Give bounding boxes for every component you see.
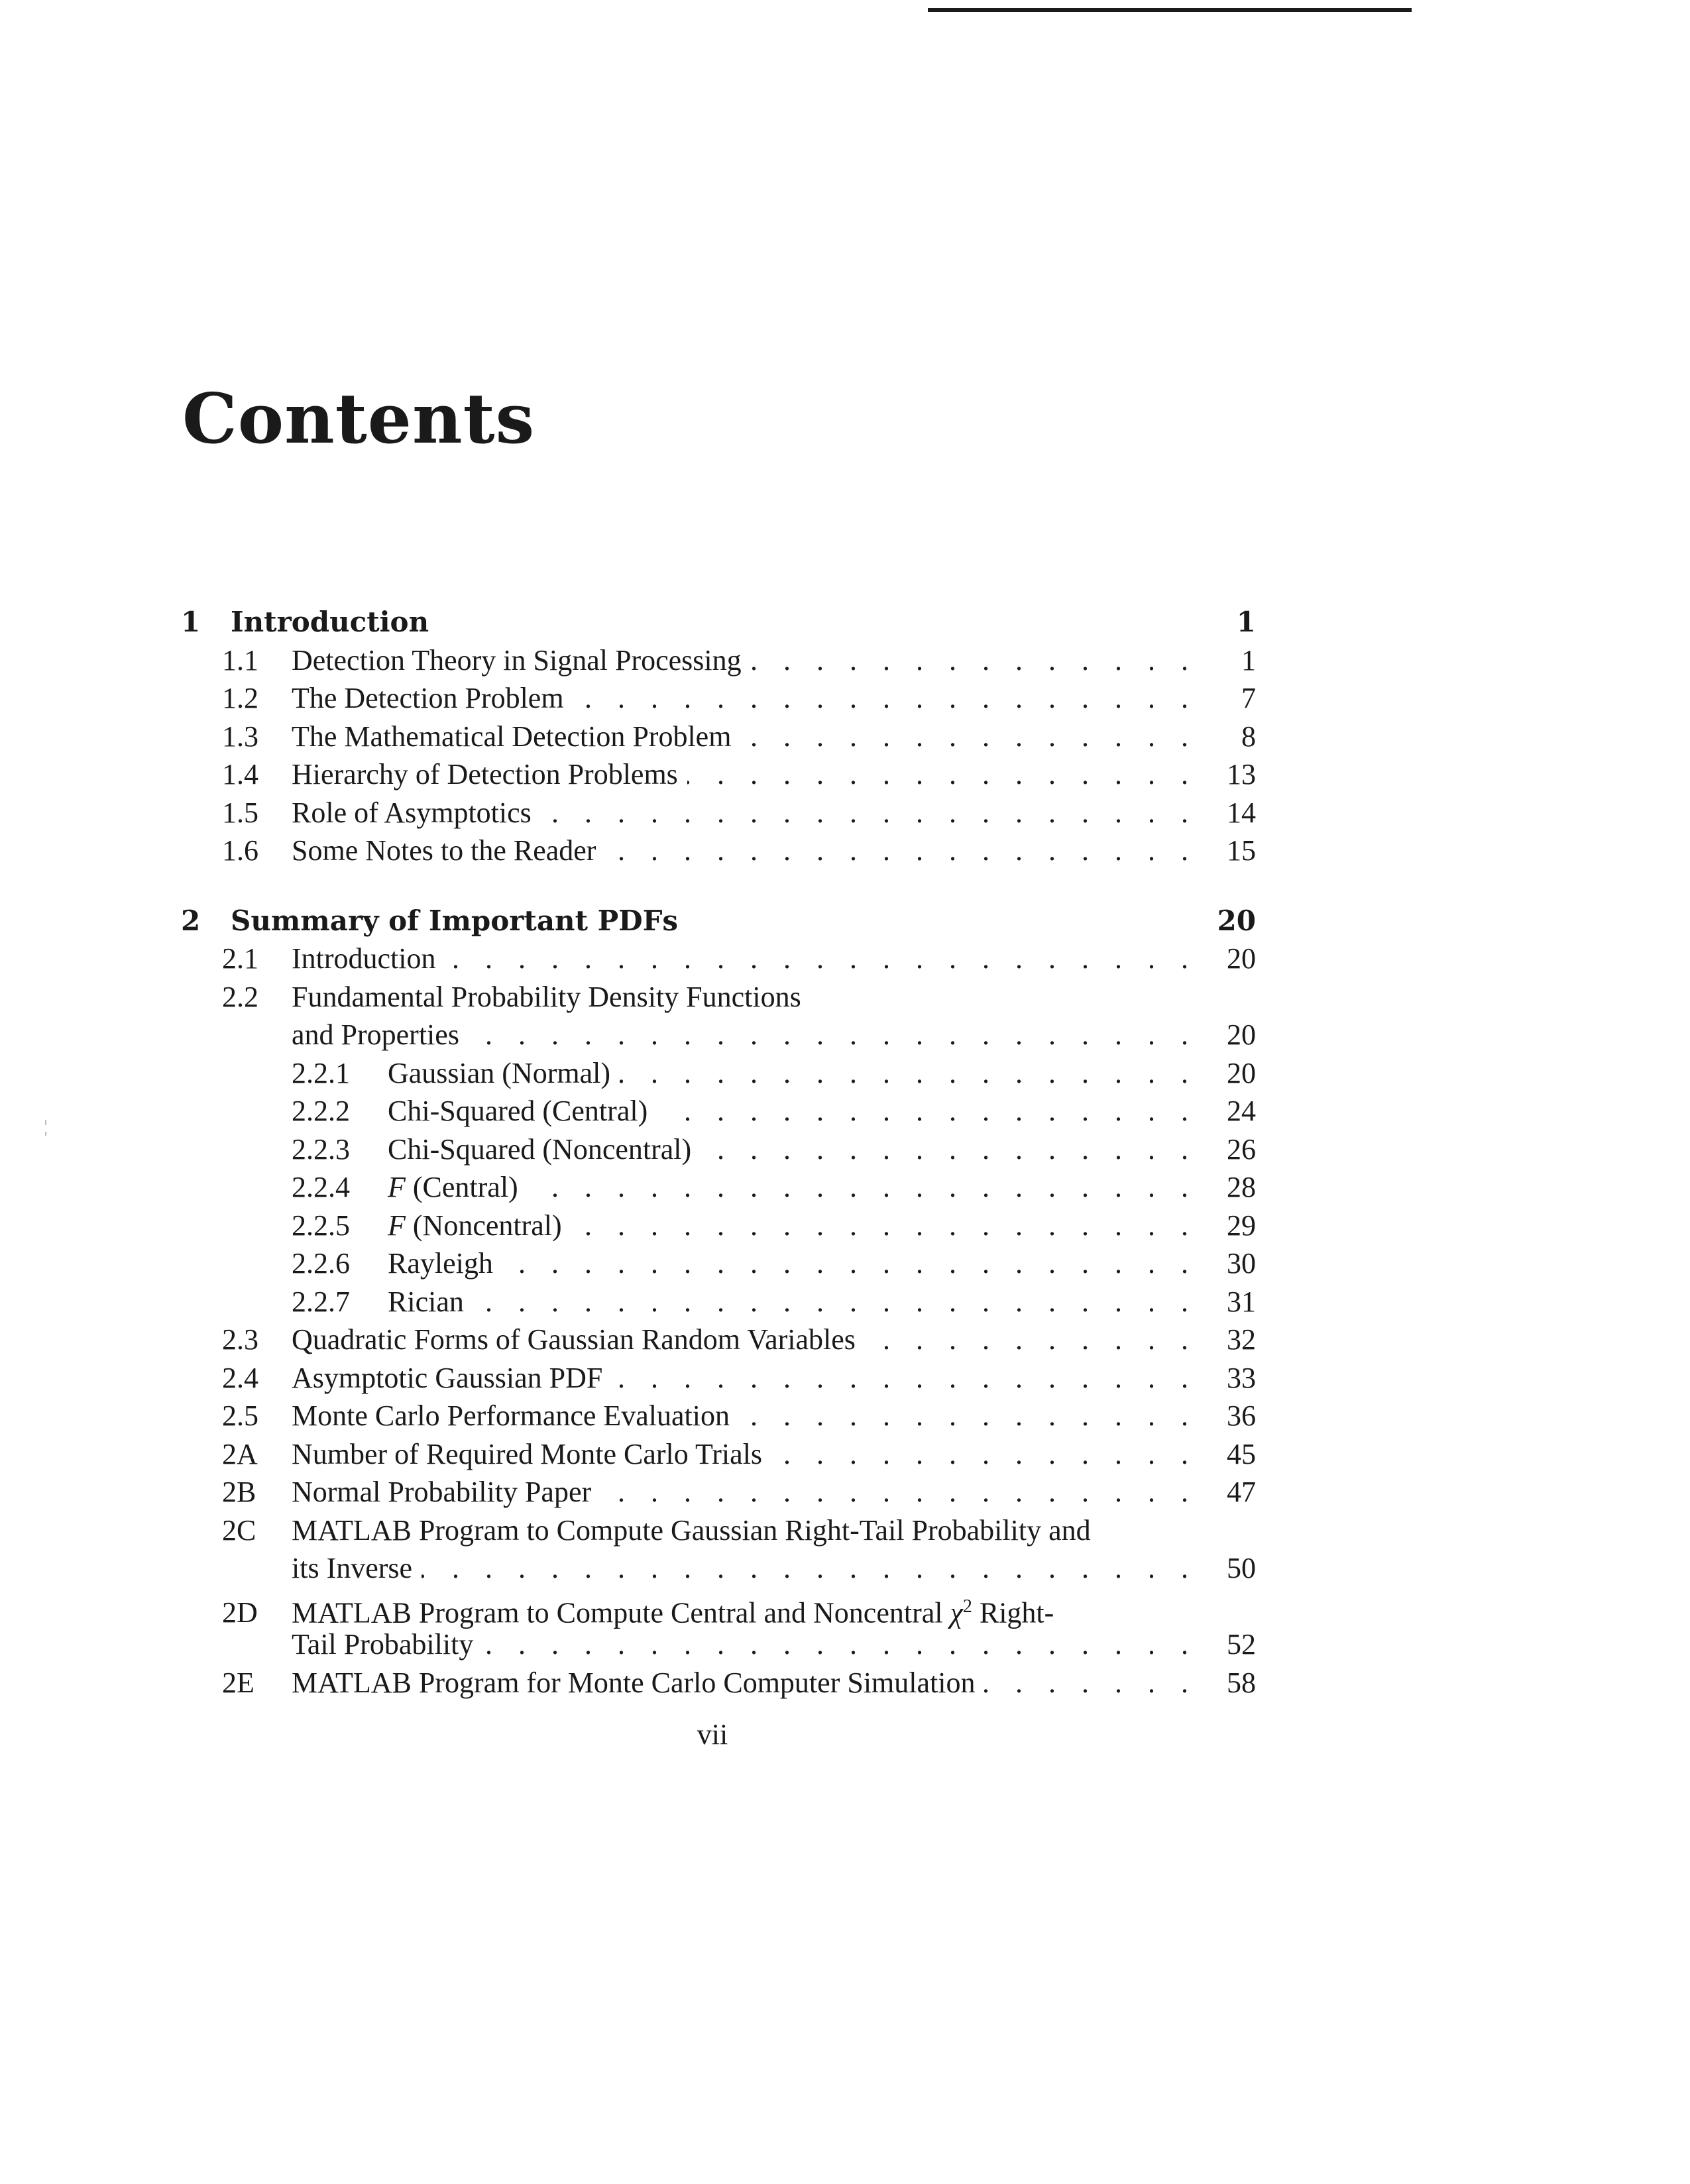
subsection-page: 29 <box>1227 1209 1256 1242</box>
section-title-line1: MATLAB Program to Compute Gaussian Right-Tail Probability and <box>292 1513 1091 1547</box>
toc-section-2-2-continued[interactable] <box>176 1016 1256 1054</box>
section-title: Number of Required Monte Carlo Trials <box>292 1437 763 1470</box>
subsection-title <box>388 1207 571 1245</box>
toc-appendix-2d-continued[interactable] <box>176 1625 1256 1664</box>
chapter-number: 2 <box>181 904 201 937</box>
section-number: 2.1 <box>222 942 258 975</box>
section-page: 20 <box>1227 942 1256 975</box>
math-symbol: F <box>388 1209 406 1242</box>
section-page: 7 <box>1241 682 1256 714</box>
section-title: Detection Theory in Signal Processing <box>292 643 742 677</box>
section-title: Monte Carlo Performance Evaluation <box>292 1399 730 1432</box>
toc-appendix-2c-continued[interactable] <box>176 1549 1256 1588</box>
dot-leader <box>445 940 1198 978</box>
dot-leader <box>612 1359 1198 1397</box>
dot-leader <box>422 1549 1198 1588</box>
chi-symbol: χ <box>950 1596 963 1629</box>
title-part-b: Right- <box>979 1596 1054 1629</box>
subsection-page: 30 <box>1227 1247 1256 1280</box>
dot-leader <box>600 1473 1198 1511</box>
section-page: 45 <box>1227 1437 1256 1470</box>
chapter-page: 20 <box>1217 904 1256 937</box>
section-number: 2.5 <box>222 1399 258 1432</box>
toc-section-2-1[interactable] <box>176 940 1256 978</box>
chapter-title: Introduction <box>231 606 429 638</box>
section-number: 2A <box>222 1437 258 1470</box>
section-title: The Mathematical Detection Problem <box>292 720 732 753</box>
toc-appendix-2b[interactable] <box>176 1473 1256 1511</box>
toc-subsection-2-2-6[interactable] <box>176 1244 1256 1283</box>
toc-section-1-2[interactable] <box>176 679 1256 718</box>
dot-leader <box>541 794 1198 832</box>
section-page: 33 <box>1227 1361 1256 1394</box>
section-number: 1.2 <box>222 682 258 714</box>
toc-appendix-2e[interactable] <box>176 1664 1256 1702</box>
subsection-title: Chi-Squared (Central) <box>388 1095 648 1127</box>
toc-subsection-2-2-1[interactable] <box>176 1054 1256 1093</box>
subsection-title-text: (Central) <box>412 1171 518 1203</box>
dot-leader <box>701 1130 1198 1169</box>
toc-subsection-2-2-7[interactable] <box>176 1283 1256 1321</box>
dot-leader <box>984 1664 1198 1702</box>
section-number: 2D <box>222 1596 258 1629</box>
toc-section-2-4[interactable] <box>176 1359 1256 1397</box>
section-title: Some Notes to the Reader <box>292 834 596 867</box>
section-title: Normal Probability Paper <box>292 1476 592 1508</box>
dot-leader <box>771 1435 1198 1474</box>
subsection-page: 20 <box>1227 1056 1256 1089</box>
subsection-number: 2.2.3 <box>292 1132 350 1166</box>
toc-section-1-3[interactable] <box>176 718 1256 756</box>
section-number: 1.1 <box>222 643 258 677</box>
dot-leader <box>573 679 1198 718</box>
section-page: 50 <box>1227 1552 1256 1584</box>
chapter-page: 1 <box>1236 606 1256 638</box>
toc-appendix-2d[interactable] <box>176 1588 1256 1629</box>
subsection-page: 24 <box>1227 1095 1256 1127</box>
section-title-line1: Fundamental Probability Density Functions <box>292 980 801 1013</box>
section-title-line2: Tail Probability <box>292 1628 474 1661</box>
page-folio: vii <box>697 1718 728 1751</box>
subsection-title <box>388 1168 528 1207</box>
subsection-title: Rician <box>388 1285 464 1318</box>
toc-chapter-1[interactable] <box>176 603 1256 641</box>
toc-subsection-2-2-4[interactable] <box>176 1168 1256 1207</box>
subsection-number: 2.2.7 <box>292 1285 350 1318</box>
section-number: 2.3 <box>222 1323 258 1356</box>
section-title-line2: its Inverse <box>292 1552 413 1584</box>
section-page: 1 <box>1241 643 1256 677</box>
chapter-number: 1 <box>181 606 201 638</box>
toc-subsection-2-2-2[interactable] <box>176 1092 1256 1130</box>
section-number: 1.5 <box>222 796 258 829</box>
section-title: Introduction <box>292 942 436 975</box>
dot-leader <box>473 1283 1198 1321</box>
toc-chapter-2[interactable] <box>176 902 1256 940</box>
section-number: 1.3 <box>222 720 258 753</box>
chapter-title: Summary of Important PDFs <box>231 904 679 937</box>
section-page: 13 <box>1227 758 1256 791</box>
margin-mark <box>45 1132 46 1136</box>
subsection-number: 2.2.5 <box>292 1209 350 1242</box>
section-number: 2B <box>222 1476 256 1508</box>
section-number: 1.6 <box>222 834 258 867</box>
dot-leader <box>469 1016 1198 1054</box>
section-number: 2.2 <box>222 980 258 1013</box>
margin-mark <box>45 1120 46 1125</box>
toc-appendix-2c[interactable] <box>176 1511 1256 1550</box>
subsection-number: 2.2.1 <box>292 1056 350 1089</box>
section-page: 20 <box>1227 1018 1256 1051</box>
toc-subsection-2-2-5[interactable] <box>176 1207 1256 1245</box>
subsection-number: 2.2.2 <box>292 1095 350 1127</box>
page-title: Contents <box>182 378 535 459</box>
section-title: The Detection Problem <box>292 682 564 714</box>
subsection-number: 2.2.4 <box>292 1171 350 1203</box>
dot-leader <box>740 718 1198 756</box>
dot-leader <box>620 1054 1198 1093</box>
section-title: Quadratic Forms of Gaussian Random Variables <box>292 1323 856 1356</box>
title-part-a: MATLAB Program to Compute Central and Noncentral <box>292 1596 943 1629</box>
section-page: 32 <box>1227 1323 1256 1356</box>
section-page: 36 <box>1227 1399 1256 1432</box>
section-page: 15 <box>1227 834 1256 867</box>
section-number: 2E <box>222 1666 254 1699</box>
toc-section-2-5[interactable] <box>176 1397 1256 1435</box>
subsection-number: 2.2.6 <box>292 1247 350 1280</box>
section-number: 2C <box>222 1513 256 1547</box>
toc-section-1-5[interactable] <box>176 794 1256 832</box>
toc-section-1-1[interactable] <box>176 641 1256 680</box>
section-number: 1.4 <box>222 758 258 791</box>
dot-leader <box>528 1168 1198 1207</box>
section-page: 47 <box>1227 1476 1256 1508</box>
toc-appendix-2a[interactable] <box>176 1435 1256 1474</box>
toc-section-1-6[interactable] <box>176 832 1256 870</box>
math-symbol: F <box>388 1171 406 1203</box>
toc-section-2-2[interactable] <box>176 978 1256 1016</box>
dot-leader <box>571 1207 1198 1245</box>
table-of-contents <box>176 603 1256 1702</box>
subsection-title: Rayleigh <box>388 1247 493 1280</box>
subsection-page: 28 <box>1227 1171 1256 1203</box>
superscript: 2 <box>962 1596 972 1617</box>
toc-section-2-3[interactable] <box>176 1321 1256 1359</box>
dot-leader <box>482 1625 1198 1664</box>
section-page: 8 <box>1241 720 1256 753</box>
toc-subsection-2-2-3[interactable] <box>176 1130 1256 1169</box>
dot-leader <box>739 1397 1198 1435</box>
subsection-page: 26 <box>1227 1132 1256 1166</box>
subsection-title: Gaussian (Normal) <box>388 1056 611 1089</box>
dot-leader <box>751 641 1198 680</box>
section-title: MATLAB Program for Monte Carlo Computer Simulation <box>292 1666 976 1699</box>
section-title: Role of Asymptotics <box>292 796 532 829</box>
dot-leader <box>657 1092 1198 1130</box>
subsection-title-text: (Noncentral) <box>412 1209 562 1242</box>
section-page: 58 <box>1227 1666 1256 1699</box>
top-rule <box>928 8 1412 12</box>
subsection-title: Chi-Squared (Noncentral) <box>388 1132 692 1166</box>
section-page: 52 <box>1227 1628 1256 1661</box>
dot-leader <box>865 1321 1198 1359</box>
section-title: Hierarchy of Detection Problems <box>292 758 678 791</box>
section-title: Asymptotic Gaussian PDF <box>292 1361 603 1394</box>
subsection-page: 31 <box>1227 1285 1256 1318</box>
dot-leader <box>502 1244 1198 1283</box>
section-title-line2: and Properties <box>292 1018 459 1051</box>
toc-section-1-4[interactable] <box>176 755 1256 794</box>
section-number: 2.4 <box>222 1361 258 1394</box>
dot-leader <box>605 832 1198 870</box>
section-page: 14 <box>1227 796 1256 829</box>
dot-leader <box>687 755 1198 794</box>
